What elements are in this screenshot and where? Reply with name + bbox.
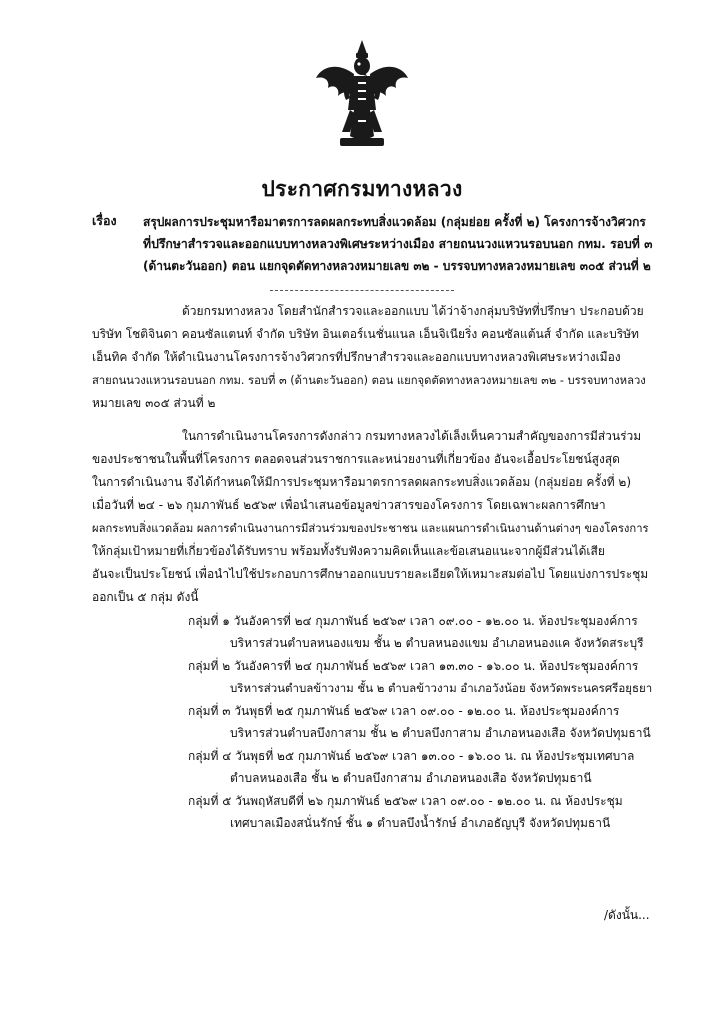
meeting-group-2 — [188, 655, 658, 699]
group-line: กลุ่มที่ ๕ วันพฤหัสบดีที่ ๒๖ กุมภาพันธ์ ๒๕๖๙ เวลา ๐๙.๐๐ - ๑๒.๐๐ น. ณ ห้องประชุม — [188, 794, 623, 808]
group-line: กลุ่มที่ ๓ วันพุธที่ ๒๕ กุมภาพันธ์ ๒๕๖๙ เวลา ๐๙.๐๐ - ๑๒.๐๐ น. ห้องประชุมองค์การ — [188, 704, 620, 718]
subject-line: (ด้านตะวันออก) ตอน แยกจุดตัดทางหลวงหมายเลข ๓๒ - บรรจบทางหลวงหมายเลข ๓๐๕ ส่วนที่ ๒ — [143, 259, 651, 273]
group-line: กลุ่มที่ ๒ วันอังคารที่ ๒๔ กุมภาพันธ์ ๒๕๖๙ เวลา ๑๓.๓๐ - ๑๖.๐๐ น. ห้องประชุมองค์การ — [188, 659, 639, 673]
meeting-group-1 — [188, 610, 658, 654]
paragraph-line: หมายเลข ๓๐๕ ส่วนที่ ๒ — [92, 396, 216, 410]
paragraph-line: อันจะเป็นประโยชน์ เพื่อนำไปใช้ประกอบการศึกษาออกแบบรายละเอียดให้เหมาะสมต่อไป โดยแบ่งการประชุม — [92, 567, 649, 581]
group-line: กลุ่มที่ ๔ วันพุธที่ ๒๕ กุมภาพันธ์ ๒๕๖๙ เวลา ๑๓.๐๐ - ๑๖.๐๐ น. ณ ห้องประชุมเทศบาล — [188, 749, 635, 763]
meeting-group-3 — [188, 700, 658, 744]
paragraph-line: ของประชาชนในพื้นที่โครงการ ตลอดจนส่วนราชการและหน่วยงานที่เกี่ยวข้อง อันจะเอื้อประโยชน์สูงสุด — [92, 452, 620, 466]
group-line: กลุ่มที่ ๑ วันอังคารที่ ๒๔ กุมภาพันธ์ ๒๕๖๙ เวลา ๐๙.๐๐ - ๑๒.๐๐ น. ห้องประชุมองค์การ — [188, 614, 638, 628]
group-line: บริหารส่วนตำบลบึงกาสาม ชั้น ๒ ตำบลบึงกาสาม อำเภอหนองเสือ จังหวัดปทุมธานี — [230, 726, 651, 740]
meeting-group-4 — [188, 745, 658, 789]
paragraph-line: บริษัท โชติจินดา คอนซัลแตนท์ จำกัด บริษัท อินเตอร์เนชั่นแนล เอ็นจิเนียริ่ง คอนซัลแต้นส์ จำกัด และบริษัท — [92, 327, 639, 341]
page-title: ประกาศกรมทางหลวง — [261, 177, 463, 201]
divider — [270, 290, 454, 291]
group-line: บริหารส่วนตำบลข้าวงาม ชั้น ๒ ตำบลข้าวงาม อำเภอวังน้อย จังหวัดพระนครศรีอยุธยา — [230, 681, 653, 695]
group-line: เทศบาลเมืองสนั่นรักษ์ ชั้น ๑ ตำบลบึงน้ำรักษ์ อำเภอธัญบุรี จังหวัดปทุมธานี — [230, 816, 611, 830]
paragraph-line: เอ็นทิค จำกัด ให้ดำเนินงานโครงการจ้างวิศวกรที่ปรึกษาสำรวจและออกแบบทางหลวงพิเศษระหว่างเมือง — [92, 350, 621, 364]
continued-marker: /ดังนั้น... — [604, 908, 650, 922]
paragraph-line: ด้วยกรมทางหลวง โดยสำนักสำรวจและออกแบบ ได้ว่าจ้างกลุ่มบริษัทที่ปรึกษา ประกอบด้วย — [182, 304, 644, 318]
meeting-group-5 — [188, 790, 658, 834]
paragraph-details — [92, 425, 652, 609]
subject-text — [143, 211, 653, 277]
group-line: ตำบลหนองเสือ ชั้น ๒ ตำบลบึงกาสาม อำเภอหนองเสือ จังหวัดปทุมธานี — [230, 771, 592, 785]
garuda-emblem-icon — [314, 40, 410, 148]
paragraph-line: ผลกระทบสิ่งแวดล้อม ผลการดำเนินงานการมีส่วนร่วมของประชาชน และแผนการดำเนินงานด้านต่างๆ ของโครงการ — [92, 522, 649, 535]
subject-line: ที่ปรึกษาสำรวจและออกแบบทางหลวงพิเศษระหว่างเมือง สายถนนวงแหวนรอบนอก กทม. รอบที่ ๓ — [143, 237, 653, 251]
paragraph-line: ในการดำเนินงาน จึงได้กำหนดให้มีการประชุมหารือมาตรการลดผลกระทบสิ่งแวดล้อม (กลุ่มย่อย ครั้งที่ ๒) — [92, 475, 632, 489]
subject-label: เรื่อง — [92, 213, 117, 228]
paragraph-line: สายถนนวงแหวนรอบนอก กทม. รอบที่ ๓ (ด้านตะวันออก) ตอน แยกจุดตัดทางหลวงหมายเลข ๓๒ - บรรจบทางหลวง — [92, 374, 646, 387]
paragraph-line: เมื่อวันที่ ๒๔ - ๒๖ กุมภาพันธ์ ๒๕๖๙ เพื่อนำเสนอข้อมูลข่าวสารของโครงการ โดยเฉพาะผลการศึกษา — [92, 498, 606, 512]
paragraph-line: ในการดำเนินงานโครงการดังกล่าว กรมทางหลวงได้เล็งเห็นความสำคัญของการมีส่วนร่วม — [182, 429, 642, 443]
paragraph-intro — [92, 300, 652, 415]
group-line: บริหารส่วนตำบลหนองแขม ชั้น ๒ ตำบลหนองแขม อำเภอหนองแค จังหวัดสระบุรี — [230, 636, 644, 650]
subject-line: สรุปผลการประชุมหารือมาตรการลดผลกระทบสิ่งแวดล้อม (กลุ่มย่อย ครั้งที่ ๒) โครงการจ้างวิศวกร — [143, 215, 646, 229]
paragraph-line: ออกเป็น ๕ กลุ่ม ดังนี้ — [92, 590, 199, 604]
paragraph-line: ให้กลุ่มเป้าหมายที่เกี่ยวข้องได้รับทราบ พร้อมทั้งรับฟังความคิดเห็นและข้อเสนอแนะจากผู้มีส่วนได้เสีย — [92, 544, 605, 558]
